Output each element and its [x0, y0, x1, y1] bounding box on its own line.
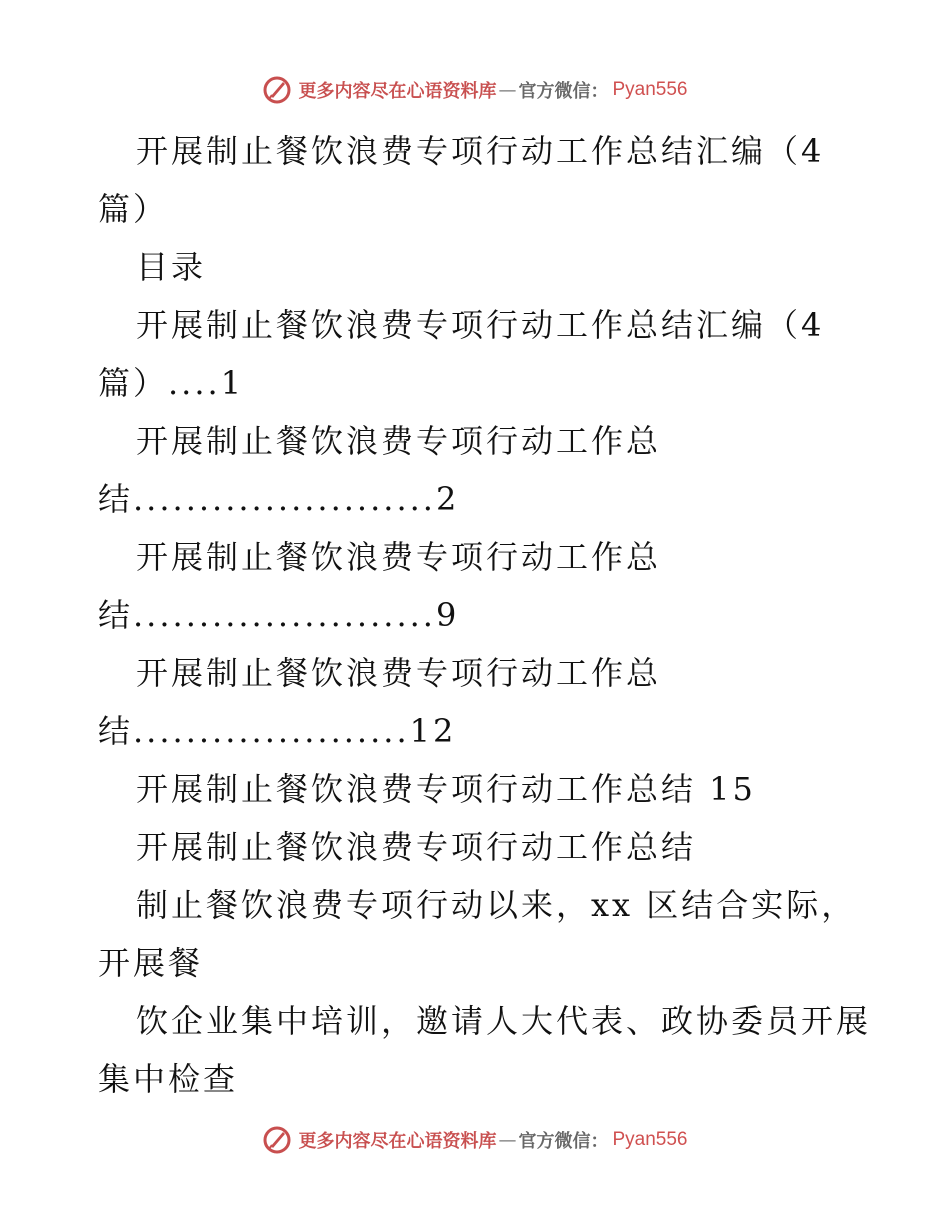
toc-entry-3-line-1[interactable]: 开展制止餐饮浪费专项行动工作总 — [136, 538, 662, 576]
toc-entry-2-line-2[interactable]: 结.......................2 — [98, 480, 460, 518]
quill-logo-icon — [262, 75, 292, 105]
toc-heading: 目录 — [136, 248, 207, 286]
document-title-line-2: 篇） — [98, 190, 169, 228]
banner-text: 更多内容尽在心语资料库 — [298, 81, 497, 102]
banner-text: 更多内容尽在心语资料库 — [298, 1131, 497, 1152]
toc-entry-4-line-2[interactable]: 结.....................12 — [98, 712, 457, 750]
toc-entry-1-line-2[interactable]: 篇）....1 — [98, 364, 245, 402]
banner-wechat-id: Pyan556 — [612, 1129, 688, 1150]
toc-entry-1-line-1[interactable]: 开展制止餐饮浪费专项行动工作总结汇编（4 — [136, 306, 825, 344]
toc-entry-2-line-1[interactable]: 开展制止餐饮浪费专项行动工作总 — [136, 422, 662, 460]
quill-logo-icon — [262, 1125, 292, 1155]
paragraph-2-line-2: 集中检查 — [98, 1060, 239, 1098]
paragraph-1-line-2: 开展餐 — [98, 944, 204, 982]
toc-entry-3-line-2[interactable]: 结.......................9 — [98, 596, 460, 634]
paragraph-1-line-1: 制止餐饮浪费专项行动以来，xx 区结合实际， — [136, 886, 857, 924]
section-title: 开展制止餐饮浪费专项行动工作总结 — [136, 828, 697, 866]
banner-wechat-label: 官方微信： — [518, 81, 609, 102]
toc-entry-5[interactable]: 开展制止餐饮浪费专项行动工作总结 15 — [136, 770, 756, 808]
document-body — [98, 122, 872, 1108]
toc-entry-4-line-1[interactable]: 开展制止餐饮浪费专项行动工作总 — [136, 654, 662, 692]
banner-wechat-label: 官方微信： — [518, 1131, 609, 1152]
footer-watermark-banner — [0, 1120, 950, 1160]
banner-separator: — — [498, 79, 517, 101]
banner-wechat-id: Pyan556 — [612, 79, 688, 100]
paragraph-2-line-1: 饮企业集中培训，邀请人大代表、政协委员开展 — [136, 1002, 872, 1040]
banner-separator: — — [498, 1129, 517, 1151]
header-watermark-banner — [0, 70, 950, 110]
document-title-line-1: 开展制止餐饮浪费专项行动工作总结汇编（4 — [136, 132, 825, 170]
